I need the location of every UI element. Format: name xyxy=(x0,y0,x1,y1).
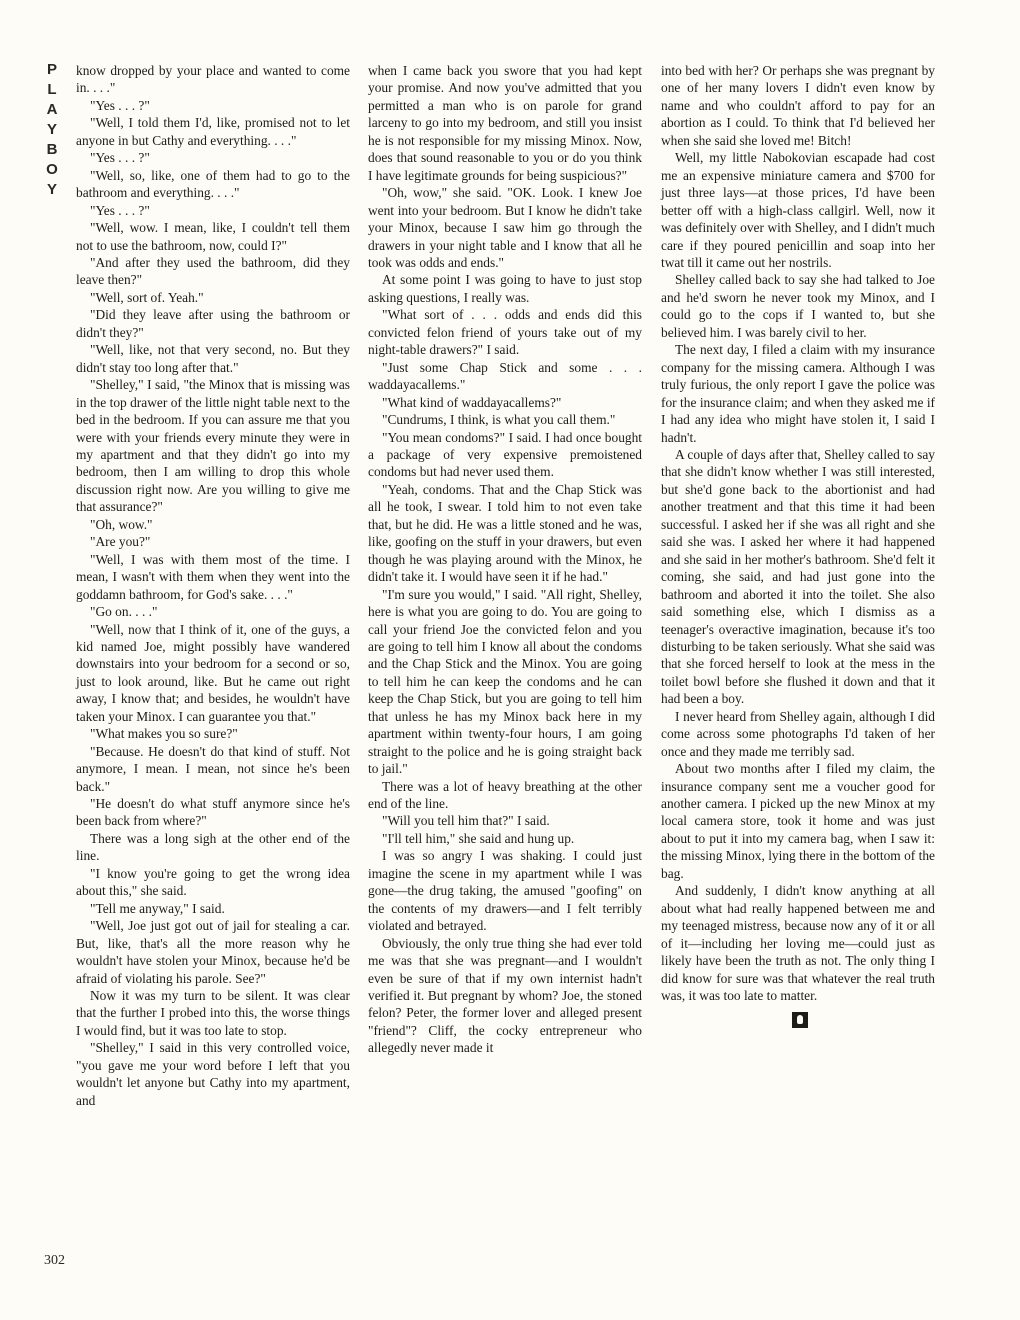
page-number: 302 xyxy=(44,1253,65,1268)
article-paragraph: "What makes you so sure?" xyxy=(90,726,238,742)
article-paragraph: At some point I was going to have to just stop asking questions, I really was. xyxy=(368,272,642,305)
article-paragraph: know dropped by your place and wanted to come in. . . ." xyxy=(76,63,350,96)
article-paragraph: About two months after I filed my claim, the insurance company sent me a voucher good for another camera. I picked up the new Minox at my local camera store, took it home and was just about to put it into my camera bag, when I saw it: the missing Minox, lying there in the bottom of the bag. xyxy=(661,761,935,881)
article-paragraph: "Yes . . . ?" xyxy=(90,150,150,166)
article-paragraph: "Well, wow. I mean, like, I couldn't tell them not to use the bathroom, now, could I?" xyxy=(76,220,350,253)
article-paragraph: "Well, Joe just got out of jail for stealing a car. But, like, that's all the more reason why he wouldn't have stolen your Minox, because he'd be afraid of violating his parole. See?" xyxy=(76,918,350,986)
article-paragraph: "Did they leave after using the bathroom or didn't they?" xyxy=(76,307,350,340)
article-paragraph: "Are you?" xyxy=(90,534,151,550)
playboy-masthead xyxy=(40,60,64,200)
article-paragraph: "Yeah, condoms. That and the Chap Stick was all he took, I swear. I told him to not even take that, but he did. He was a little stoned and he was, like, goofing on the stuff in your drawers, but even though he was playing around with the Minox, he didn't take it. I would have seen it if he had." xyxy=(368,481,642,585)
article-paragraph: "Oh, wow." xyxy=(90,516,153,532)
article-paragraph: "I'm sure you would," I said. "All right, Shelley, here is what you are going to do. You are going to call your friend Joe the convicted felon and you are going to tell him I know all about the condoms and the Chap Stick and the Minox. You are going to tell him he can keep the condoms and he can keep the Chap Stick, but you are going to tell him that unless he has my Minox back here in my apartment within twenty-four hours, I am going straight to the police and he is going straight back to jail." xyxy=(368,586,642,777)
article-paragraph: And suddenly, I didn't know anything at all about what had really happened between me and my teenaged mistress, because now any of it or all of it—including her loving me—could just as likely have been the truth as not. The only thing I did know for sure was that whatever the real truth was, it was too late to matter. xyxy=(661,883,935,1004)
article-column-2 xyxy=(368,62,642,1057)
article-paragraph: "You mean condoms?" I said. I had once bought a package of very expensive premoistened condoms but had never used them. xyxy=(368,429,642,480)
article-paragraph: "Go on. . . ." xyxy=(90,604,158,620)
article-paragraph: "What sort of . . . odds and ends did this convicted felon friend of yours take out of my night-table drawers?" I said. xyxy=(368,307,642,358)
article-paragraph: "Well, I was with them most of the time. I mean, I wasn't with them when they went into the goddamn bathroom, for God's sake. . . ." xyxy=(76,551,350,602)
article-paragraph: "Shelley," I said in this very controlled voice, "you gave me your word before I left that you wouldn't let anyone but Cathy into my apartment, and xyxy=(76,1040,350,1108)
article-paragraph: "What kind of waddayacallems?" xyxy=(382,394,562,410)
article-paragraph: There was a lot of heavy breathing at the other end of the line. xyxy=(368,778,642,812)
article-paragraph: Now it was my turn to be silent. It was clear that the further I probed into this, the worse things I would find, but it was too late to stop. xyxy=(76,988,350,1038)
masthead-letter: P xyxy=(46,61,57,78)
article-paragraph: "Well, like, not that very second, no. But they didn't stay too long after that." xyxy=(76,342,350,375)
masthead-letter: A xyxy=(46,101,58,118)
masthead-letter: Y xyxy=(46,121,57,138)
article-paragraph: Shelley called back to say she had talked to Joe and he'd sworn he never took my Minox, and I could go to the cops if I wanted to, but she believed him. I was barely civil to her. xyxy=(661,272,935,340)
article-paragraph: "Well, sort of. Yeah." xyxy=(90,289,204,305)
article-paragraph: when I came back you swore that you had kept your promise. And now you've admitted that you permitted a man who is on parole for grand larceny to go into my bedroom, and still you insist he is not responsible for my missing Minox. Now, does that sound reasonable to you or do you think I have legitimate grounds for being suspicious?" xyxy=(368,63,642,183)
article-paragraph: I never heard from Shelley again, although I did come across some photographs I'd taken of her once and they made me terribly sad. xyxy=(661,708,935,759)
article-paragraph: I was so angry I was shaking. I could just imagine the scene in my apartment while I was gone—the drug taking, the amused "goofing" on the contents of my drawers—and I felt terribly violated and betrayed. xyxy=(368,848,642,934)
article-column-1 xyxy=(76,62,350,1109)
masthead-letter: B xyxy=(46,141,58,158)
article-column-3 xyxy=(661,62,935,1030)
article-paragraph: "Well, now that I think of it, one of the guys, a kid named Joe, might possibly have wandered downstairs into your bedroom for a second or so, just to look around, like. But he came out right away, I know that; and besides, he wouldn't have taken your Minox. I can guarantee you that." xyxy=(76,621,350,724)
article-paragraph: "Will you tell him that?" I said. xyxy=(382,813,550,829)
article-paragraph: "Well, so, like, one of them had to go to the bathroom and everything. . . ." xyxy=(76,167,350,201)
article-paragraph: The next day, I filed a claim with my insurance company for the missing camera. Although I was truly furious, the only report I gave the police was for the insurance claim; and when they asked me if I had any idea who might have stolen it, I said I hadn't. xyxy=(661,342,935,445)
masthead-letter: O xyxy=(46,161,58,178)
article-paragraph: "Oh, wow," she said. "OK. Look. I knew Joe went into your bedroom. But I know he didn't take your Minox, because I saw him go through the drawers in your night table and I know that all he took was odds and ends." xyxy=(368,185,642,270)
rabbit-end-mark-icon xyxy=(792,1012,808,1028)
article-paragraph: A couple of days after that, Shelley called to say that she didn't know whether I was still interested, but she'd gone back to the abortionist and had another treatment and that this time it had been successful. I asked her if she was all right and she said she was. I asked her where it had happened and she said in her mother's bathroom. She'd felt it coming, she said, and had just gone into the bathroom and aborted it into the toilet. She also said something else, which I dismiss as a teenager's overactive imagination, because it's too disturbing to be taken seriously. What she said was that she forced herself to look at the mess in the toilet bowl before she flushed it down and that it had been a boy. xyxy=(661,446,935,707)
masthead-letter: Y xyxy=(46,181,57,198)
article-paragraph: "I'll tell him," she said and hung up. xyxy=(382,830,575,846)
article-paragraph: Obviously, the only true thing she had ever told me was that she was pregnant—and I wouldn't even be sure of that if my own internist hadn't verified it. But pregnant by whom? Joe, the stoned felon? Peter, the former lover and alleged present "friend"? Cliff, the cocky entrepreneur who allegedly never made it xyxy=(368,935,642,1056)
article-paragraph: Well, my little Nabokovian escapade had cost me an expensive miniature camera and $700 for just three lays—at those prices, I'd have been better off with a high-class callgirl. Well, now it was definitely over with Shelley, and I didn't much care if they poured penicillin and soap into her twat till it came out her nostrils. xyxy=(661,150,935,270)
article-paragraph: "Yes . . . ?" xyxy=(90,97,150,113)
article-paragraph: There was a long sigh at the other end of the line. xyxy=(76,830,350,864)
article-paragraph: "Tell me anyway," I said. xyxy=(90,900,225,916)
article-paragraph: "He doesn't do what stuff anymore since he's been back from where?" xyxy=(76,796,350,829)
article-paragraph: "I know you're going to get the wrong idea about this," she said. xyxy=(76,865,350,899)
article-paragraph: "Cundrums, I think, is what you call them." xyxy=(382,412,616,428)
article-paragraph: "Yes . . . ?" xyxy=(90,202,150,218)
article-paragraph: into bed with her? Or perhaps she was pregnant by one of her many lovers I didn't even know by name and who couldn't afford to pay for an abortion as I could. To think that I'd believed her when she said she loved me! Bitch! xyxy=(661,63,935,148)
article-paragraph: "Because. He doesn't do that kind of stuff. Not anymore, I mean. I mean, not since he's been back." xyxy=(76,743,350,794)
article-paragraph: "And after they used the bathroom, did they leave then?" xyxy=(76,254,350,288)
article-paragraph: "Shelley," I said, "the Minox that is missing was in the top drawer of the little night table next to the bed in the bedroom. If you can assure me that you were with your friends every minute they were in my apartment and that they didn't go into my bedroom, then I am willing to drop this whole discussion right now. Are you willing to give me that assurance?" xyxy=(76,377,350,515)
masthead-letter: L xyxy=(47,81,57,98)
article-paragraph: "Just some Chap Stick and some . . . waddayacallems." xyxy=(368,359,642,393)
article-paragraph: "Well, I told them I'd, like, promised not to let anyone in but Cathy and everything. . . ." xyxy=(76,115,350,148)
